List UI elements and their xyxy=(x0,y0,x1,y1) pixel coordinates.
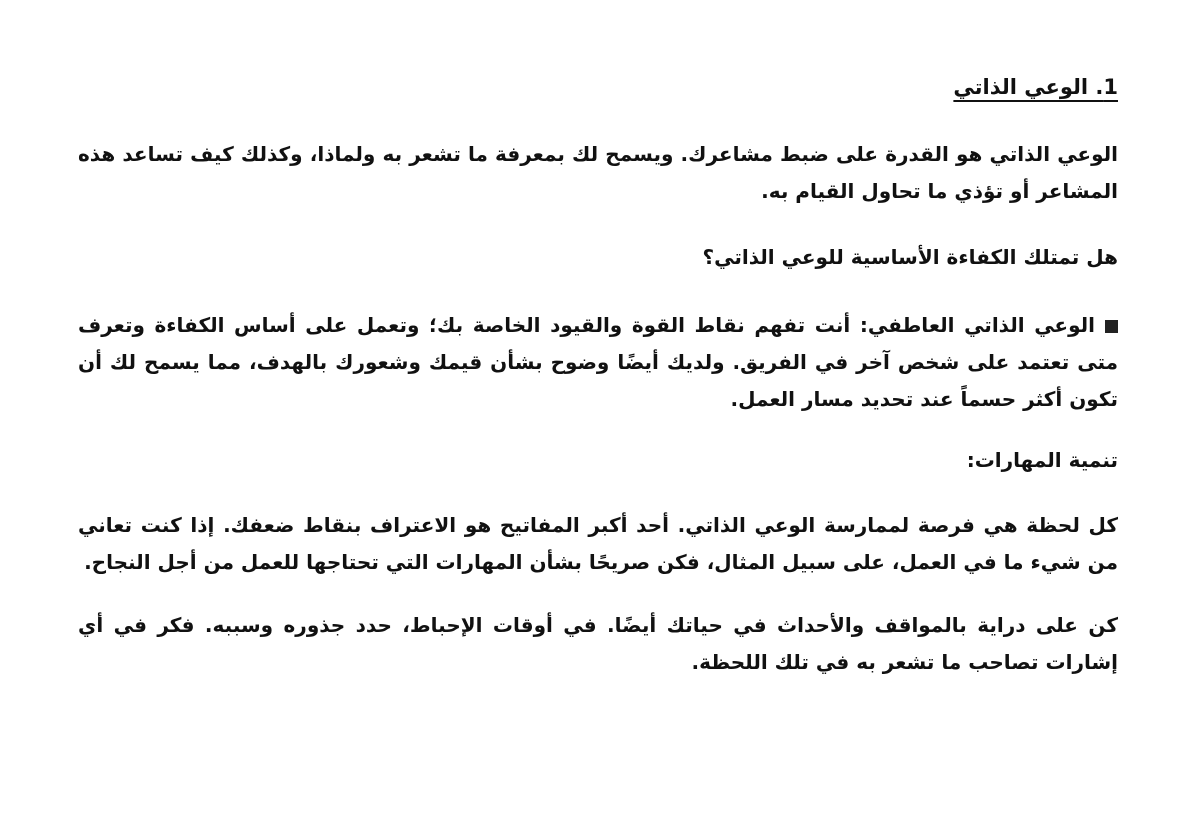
emotional-awareness-text: الوعي الذاتي العاطفي: أنت تفهم نقاط القوة والقيود الخاصة بك؛ وتعمل على أساس الكفاءة وتعرف متى تعتمد على شخص آخر في الفريق. ولديك أيضًا وضوح بشأن قيمك وشعورك بالهدف، مما يسمح لك أن تكون أكثر حسماً عند تحديد مسار العمل. xyxy=(78,313,1118,411)
question-paragraph: هل تمتلك الكفاءة الأساسية للوعي الذاتي؟ xyxy=(702,245,1118,269)
square-bullet-icon xyxy=(1105,320,1118,333)
skills-heading: تنمية المهارات: xyxy=(966,448,1118,472)
section-heading xyxy=(78,70,1118,104)
moment-paragraph: كل لحظة هي فرصة لممارسة الوعي الذاتي. أحد أكبر المفاتيح هو الاعتراف بنقاط ضعفك. إذا كنت تعاني من شيء ما في العمل، على سبيل المثال، فكن صريحًا بشأن المهارات التي تحتاجها للعمل من أجل النجاح. xyxy=(78,513,1118,574)
situations-paragraph: كن على دراية بالمواقف والأحداث في حياتك أيضًا. في أوقات الإحباط، حدد جذوره وسببه. فكر في أي إشارات تصاحب ما تشعر به في تلك اللحظة. xyxy=(78,613,1118,674)
intro-paragraph: الوعي الذاتي هو القدرة على ضبط مشاعرك. ويسمح لك بمعرفة ما تشعر به ولماذا، وكذلك كيف تساعد هذه المشاعر أو تؤذي ما تحاول القيام به. xyxy=(78,142,1118,203)
emotional-awareness-paragraph xyxy=(78,307,1118,418)
section-heading-text: 1. الوعي الذاتي xyxy=(953,75,1118,99)
